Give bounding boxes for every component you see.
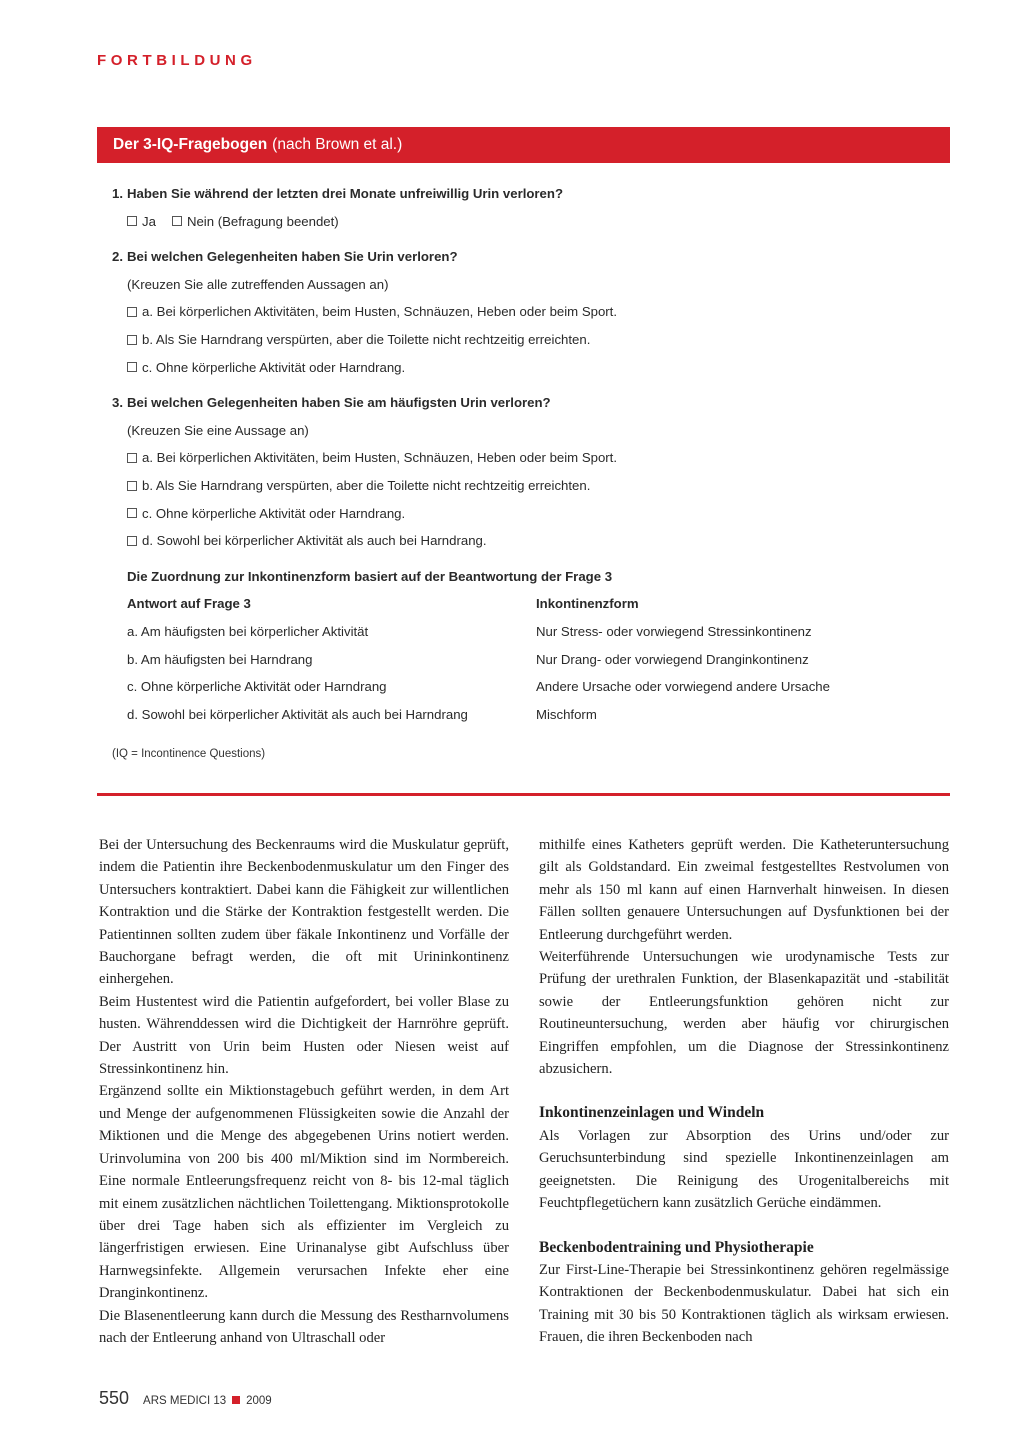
option-label: c. Ohne körperliche Aktivität oder Harndrang.: [142, 359, 406, 375]
body-column-right: [539, 834, 949, 1349]
option-label: c. Ohne körperliche Aktivität oder Harndrang.: [142, 505, 406, 521]
questionnaire-subtitle: (nach Brown et al.): [272, 136, 403, 153]
assignment-row: [112, 701, 942, 729]
section-heading: Beckenbodentraining und Physiotherapie: [539, 1238, 814, 1256]
assignment-row: [112, 673, 942, 701]
question-1-text: Haben Sie während der letzten drei Monate unfreiwillig Urin verloren?: [127, 186, 563, 201]
questionnaire-title: Der 3-IQ-Fragebogen: [113, 136, 268, 153]
body-column-left: [99, 834, 509, 1349]
question-3-number: 3.: [112, 395, 123, 411]
assignment-form: Nur Stress- oder vorwiegend Stressinkontinenz: [536, 623, 812, 639]
question-2-number: 2.: [112, 249, 123, 265]
assignment-header-row: [112, 590, 942, 618]
checkbox-q3-d[interactable]: [127, 536, 137, 546]
body-paragraph: mithilfe eines Katheters geprüft werden. Die Katheteruntersuchung gilt als Goldstandard. Ein zweimal festgestelltes Restvolumen von mehr als 150 ml kann auf einen Harnverhalt hinweisen. In diesen Fällen sollten genauere Untersuchungen auf Dysfunktionen bei der Entleerung durchgeführt werden.: [539, 837, 949, 943]
assignment-row: [112, 646, 942, 674]
journal-year: 2009: [246, 1395, 272, 1407]
footnote: (IQ = Incontinence Questions): [112, 748, 266, 760]
assignment-answer: c. Ohne körperliche Aktivität oder Harndrang: [127, 679, 387, 695]
question-3-option: [112, 527, 942, 555]
option-label: a. Bei körperlichen Aktivitäten, beim Husten, Schnäuzen, Heben oder beim Sport.: [142, 450, 618, 466]
assignment-answer: d. Sowohl bei körperlicher Aktivität als auch bei Harndrang: [127, 706, 468, 722]
body-paragraph: Bei der Untersuchung des Beckenraums wird die Muskulatur geprüft, indem die Patientin ihre Beckenbodenmuskulatur um den Finger des Untersuchers kontraktiert. Dabei kann die Fähigkeit zur willentlichen Kontraktion und die Stärke der Kontraktion festgestellt werden. Die Patientinnen sollten zudem über fäkale Inkontinenz und Vorfälle der Bauchorgane befragt werden, die oft mit Urininkontinenz einhergehen.: [99, 837, 509, 988]
section-heading: Inkontinenzeinlagen und Windeln: [539, 1104, 765, 1122]
question-3-option: [112, 472, 942, 500]
question-3-option: [112, 500, 942, 528]
body-paragraph: Beim Hustentest wird die Patientin aufgefordert, bei voller Blase zu husten. Währenddessen wird die Dichtigkeit der Harnröhre geprüft. Der Austritt von Urin beim Husten oder Niesen weist auf Stressinkontinenz hin.: [99, 993, 509, 1078]
body-paragraph: Die Blasenentleerung kann durch die Messung des Restharnvolumens nach der Entleerung anhand von Ultraschall oder: [99, 1307, 509, 1346]
option-label: b. Als Sie Harndrang verspürten, aber die Toilette nicht rechtzeitig erreichten.: [142, 331, 591, 347]
assignment-form: Andere Ursache oder vorwiegend andere Ursache: [536, 679, 830, 695]
assignment-answer: a. Am häufigsten bei körperlicher Aktivität: [127, 623, 369, 639]
checkbox-q2-b[interactable]: [127, 335, 137, 345]
body-paragraph: Ergänzend sollte ein Miktionstagebuch geführt werden, in dem Art und Menge der aufgenommenen Flüssigkeiten sowie die Anzahl der Miktionen und die Menge des abgegebenen Urins notiert werden. Urinvolumina von 200 bis 400 ml/Miktion sind im Normbereich. Eine normale Entleerungsfrequenz reicht von 8- bis 12-mal täglich mit einem zusätzlichen nächtlichen Toilettengang. Miktionsprotokolle über drei Tage haben sich als effizienter im Vergleich zu längerfristigen erwiesen. Eine Urinanalyse gibt Aufschluss über Harnwegsinfekte. Allgemein verursachen Infekte eher eine Dranginkontinenz.: [99, 1083, 509, 1302]
assignment-col2-header: Inkontinenzform: [536, 596, 639, 612]
question-3-hint: (Kreuzen Sie eine Aussage an): [127, 422, 309, 438]
body-paragraph: Weiterführende Untersuchungen wie urodynamische Tests zur Prüfung der urethralen Funktion, der Blasenkapazität und -stabilität sowie der Entleerungsfunktion gehören nicht zur Routineuntersuchung, werden aber häufig vor chirurgischen Eingriffen empfohlen, um die Diagnose der Stressinkontinenz abzusichern.: [539, 949, 949, 1078]
question-1-number: 1.: [112, 186, 123, 201]
journal-name: ARS MEDICI 13: [143, 1395, 227, 1407]
question-3-option: [112, 444, 942, 472]
question-2-option: [112, 326, 942, 354]
assignment-answer: b. Am häufigsten bei Harndrang: [127, 651, 313, 667]
question-1-options: [112, 208, 942, 236]
assignment-heading: Die Zuordnung zur Inkontinenzform basiert auf der Beantwortung der Frage 3: [127, 568, 613, 584]
checkbox-q2-a[interactable]: [127, 307, 137, 317]
questionnaire-title-bar: [97, 127, 950, 163]
page-number: 550: [99, 1388, 130, 1408]
question-2-title: [112, 243, 942, 271]
checkbox-yes[interactable]: [127, 216, 137, 226]
section-label: FORTBILDUNG: [97, 52, 257, 69]
option-no-label: Nein (Befragung beendet): [186, 213, 339, 229]
questionnaire: [112, 180, 942, 728]
option-label: b. Als Sie Harndrang verspürten, aber die Toilette nicht rechtzeitig erreichten.: [142, 477, 591, 493]
option-label: a. Bei körperlichen Aktivitäten, beim Husten, Schnäuzen, Heben oder beim Sport.: [142, 304, 618, 320]
assignment-col1-header: Antwort auf Frage 3: [127, 596, 251, 612]
assignment-form: Nur Drang- oder vorwiegend Dranginkontinenz: [536, 651, 809, 667]
body-paragraph: Als Vorlagen zur Absorption des Urins und/oder zur Geruchsunterbindung sind spezielle Inkontinenzeinlagen am geeignetsten. Die Reinigung des Urogenitalbereichs mit Feuchtpflegetüchern kann zusätzlich Gerüche eindämmen.: [539, 1127, 949, 1212]
checkbox-q3-b[interactable]: [127, 481, 137, 491]
checkbox-no[interactable]: [172, 216, 182, 226]
option-yes-label: Ja: [142, 213, 156, 229]
question-3-title: [112, 389, 942, 417]
checkbox-q2-c[interactable]: [127, 362, 137, 372]
assignment-row: [112, 618, 942, 646]
checkbox-q3-a[interactable]: [127, 453, 137, 463]
question-1-title: [112, 180, 942, 208]
question-2-option: [112, 354, 942, 382]
question-2-text: Bei welchen Gelegenheiten haben Sie Urin verloren?: [127, 249, 458, 265]
checkbox-q3-c[interactable]: [127, 508, 137, 518]
option-label: d. Sowohl bei körperlicher Aktivität als auch bei Harndrang.: [142, 533, 487, 549]
body-paragraph: Zur First-Line-Therapie bei Stressinkontinenz gehören regelmässige Kontraktionen der Beckenbodenmuskulatur. Dabei hat sich ein Training mit 30 bis 50 Kontraktionen täglich als wirksam erwiesen. Frauen, die ihren Beckenboden nach: [539, 1261, 949, 1346]
question-2-hint: (Kreuzen Sie alle zutreffenden Aussagen an): [127, 276, 389, 292]
assignment-form: Mischform: [536, 706, 597, 722]
page-footer: [99, 1388, 272, 1409]
question-2-option: [112, 298, 942, 326]
section-divider: [97, 793, 950, 796]
question-3-text: Bei welchen Gelegenheiten haben Sie am häufigsten Urin verloren?: [127, 395, 551, 411]
separator-square-icon: [232, 1396, 240, 1404]
